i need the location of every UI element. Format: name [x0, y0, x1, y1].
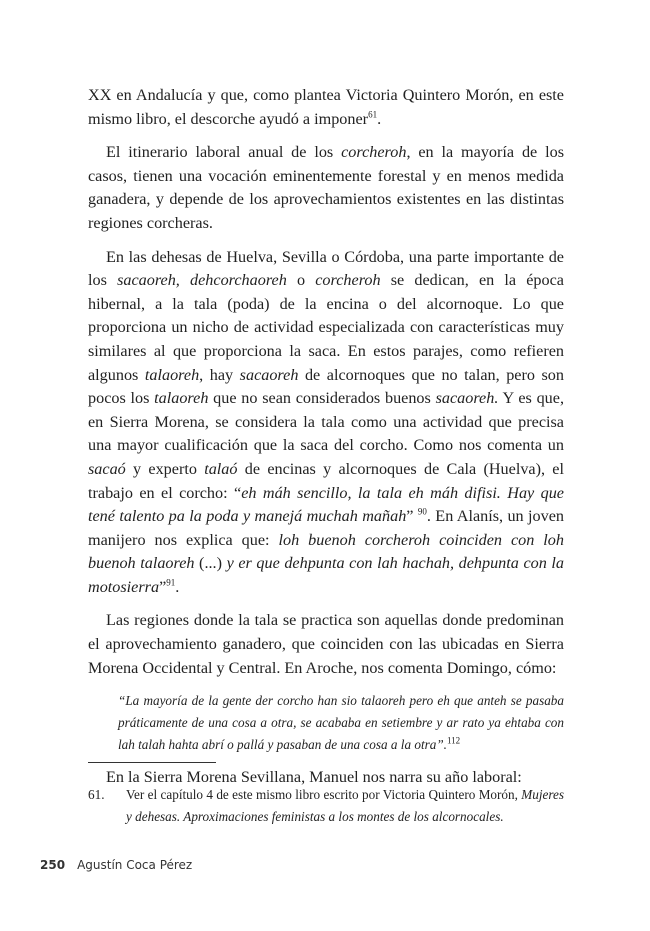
page-body: [88, 84, 564, 800]
p3-italic-7: sacaó: [88, 459, 126, 478]
p3-italic-2: corcheroh: [315, 271, 381, 290]
p3-text-3: se dedican, en la época hibernal, a la tala (poda) de la encina o del alcornoque. Lo que proporciona un nicho de actividad especializada con características muy similares al que proporciona la saca. En estos parajes, como refieren algunos: [88, 271, 564, 384]
footnote-number: 61.: [88, 787, 105, 802]
p3-text-13: ”: [159, 577, 167, 596]
p3-text-8: y experto: [125, 459, 205, 478]
block-quote: [118, 690, 564, 756]
p3-text-11: . En Alanís, un joven manijero nos explica que:: [88, 507, 564, 549]
paragraph-2: [88, 141, 564, 235]
footnote-ref-112[interactable]: 112: [446, 735, 461, 746]
p3-text-9: de encinas y alcornoques de Cala (Huelva), el trabajo en el corcho: “: [88, 459, 564, 502]
page-footer: [40, 858, 192, 872]
p3-italic-4: sacaoreh: [239, 365, 299, 384]
p3-quote-1: eh máh sencillo, la tala eh máh difisi. Hay que tené talento pa la poda y manejá muchah mañah: [88, 483, 564, 526]
block-quote-text: “La mayoría de la gente der corcho han sio talaoreh pero eh que anteh se pasaba práticamente de una cosa a otra, se acababa en setiembre y ar rato ya ehtaba con lah talah hahta abrí o pallá y pasaban de una cosa a la otra”.: [118, 693, 564, 753]
running-author: Agustín Coca Pérez: [77, 858, 193, 872]
page-number: 250: [40, 858, 66, 872]
p3-text-12: (...): [194, 554, 227, 573]
footnote-book-title: Mujeres y dehesas. Aproximaciones feministas a los montes de los alcornocales.: [126, 787, 564, 824]
paragraph-2-text-b: , en la mayoría de los casos, tienen una vocación eminentemente forestal y en menos medida ganadera, y depende de los aprovechamientos existentes en las distintas regiones corcheras.: [88, 143, 564, 232]
p3-quote-2b: y er que dehpunta con lah hachah, dehpunta con la motosierra: [88, 554, 564, 596]
p3-italic-5: talaoreh: [154, 389, 209, 408]
p3-text-1: En las dehesas de Huelva, Sevilla o Córdoba, una parte importante de los: [88, 247, 564, 290]
footnote-text: [126, 784, 564, 828]
p3-italic-1: sacaoreh, dehcorchaoreh: [117, 271, 287, 290]
footnote-divider: [88, 762, 216, 763]
p3-text-14: .: [175, 577, 180, 596]
footnote-body: Ver el capítulo 4 de este mismo libro escrito por Victoria Quintero Morón,: [126, 787, 522, 802]
paragraph-1-end: .: [377, 109, 382, 128]
p3-text-4: , hay: [199, 365, 240, 384]
footnote-61: [88, 784, 564, 828]
paragraph-5: En la Sierra Morena Sevillana, Manuel nos narra su año laboral:: [106, 768, 522, 787]
footnote-ref-91[interactable]: 91: [166, 577, 176, 588]
paragraph-1: [88, 84, 564, 131]
p3-text-5: de alcornoques que no talan, pero son pocos los: [88, 365, 564, 408]
p3-text-7: Y es que, en Sierra Morena, se considera la tala como una actividad que precisa una mayor cualificación que la saca del corcho. Como nos comenta un: [88, 389, 564, 455]
paragraph-1-text: XX en Andalucía y que, como plantea Victoria Quintero Morón, en este mismo libro, el descorche ayudó a imponer: [88, 86, 564, 128]
footnote-ref-61[interactable]: 61: [368, 109, 378, 120]
p3-italic-6: sacaoreh.: [435, 389, 499, 408]
p3-text-6: que no sean considerados buenos: [208, 389, 436, 408]
paragraph-3: [88, 246, 564, 600]
p3-quote-2a: loh buenoh corcheroh coinciden con loh buenoh talaoreh: [88, 530, 564, 573]
paragraph-4: Las regiones donde la tala se practica son aquellas donde predominan el aprovechamiento ganadero, que coinciden con las ubicadas en Sierra Morena Occidental y Central. En Aroche, nos comenta Domingo, cómo:: [88, 611, 564, 677]
p3-text-2: o: [286, 271, 316, 290]
p3-italic-8: talaó: [204, 459, 238, 478]
paragraph-2-italic: corcheroh: [341, 143, 407, 162]
paragraph-2-text-a: El itinerario laboral anual de los: [106, 143, 342, 162]
footnote-ref-90[interactable]: 90: [417, 506, 427, 517]
p3-italic-3: talaoreh: [144, 365, 200, 384]
p3-text-10: ”: [406, 507, 418, 526]
